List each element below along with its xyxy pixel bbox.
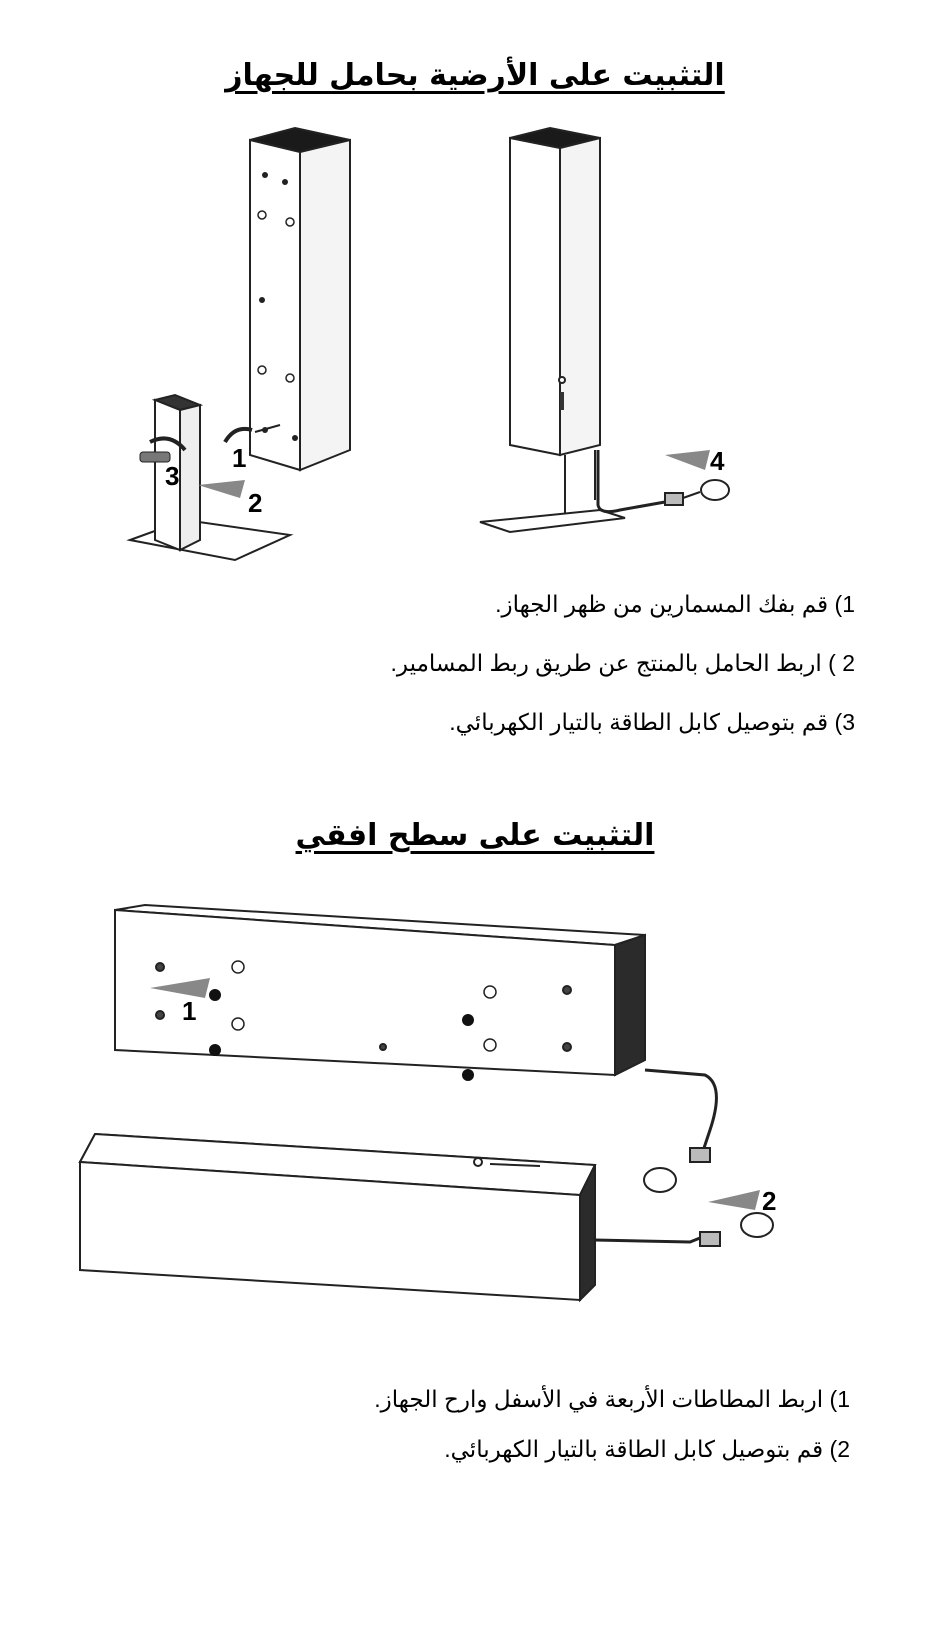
screw-arrows (140, 429, 710, 498)
floor-stand-heading: التثبيت على الأرضية بحامل للجهاز (225, 58, 725, 93)
tower-back-view (250, 128, 350, 470)
callout-2: 2 (248, 488, 263, 518)
horizontal-illustration (0, 890, 950, 1310)
step-2-2: 2) قم بتوصيل كابل الطاقة بالتيار الكهربائي. (444, 1436, 850, 1462)
floor-stand-illustration (0, 120, 950, 600)
step-2-1: 1) اربط المطاطات الأربعة في الأسفل وارح الجهاز. (374, 1386, 850, 1412)
callout-3: 3 (165, 461, 180, 491)
callout-s2-1: 1 (182, 996, 197, 1026)
step-1-1: 1) قم بفك المسمارين من ظهر الجهاز. (495, 591, 855, 617)
step-1-2: 2 ) اربط الحامل بالمنتج عن طريق ربط المسامير. (390, 650, 855, 676)
tower-on-stand (480, 128, 729, 532)
callout-1: 1 (232, 443, 247, 473)
unit-top-side (80, 1134, 773, 1300)
callout-s2-2: 2 (762, 1186, 777, 1216)
horizontal-surface-heading: التثبيت على سطح افقي (295, 818, 655, 853)
callout-4: 4 (710, 446, 725, 476)
step-1-3: 3) قم بتوصيل كابل الطاقة بالتيار الكهربائي. (449, 709, 855, 735)
arrow-2 (708, 1190, 760, 1210)
